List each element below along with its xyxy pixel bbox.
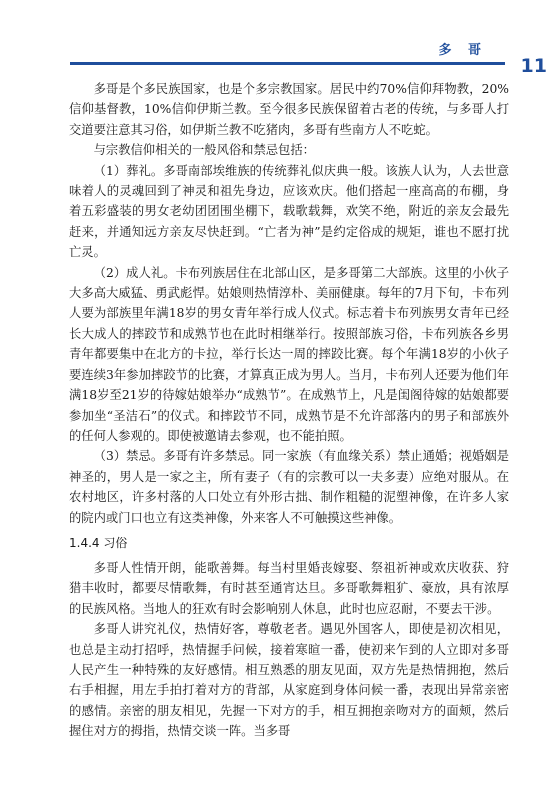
page-number: 11 <box>520 55 547 77</box>
funeral-paragraph: （1）葬礼。多哥南部埃维族的传统葬礼似庆典一般。该族人认为，人去世意味着人的灵魂回到了神灵和祖先身边，应该欢庆。他们搭起一座高高的布棚，身着五彩盛装的男女老幼团团围坐棚下，载歌载舞，欢笑不绝，附近的亲友会最先赶来，并通知远方亲友尽快赶到。“亡者为神”是约定俗成的规矩，谁也不愿打扰亡灵。 <box>69 163 509 260</box>
temperament-paragraph: 多哥人性情开朗，能歌善舞。每当村里婚丧嫁娶、祭祖祈神或欢庆收获、狩猎丰收时，都要尽情歌舞，有时甚至通宵达旦。多哥歌舞粗犷、豪放，具有浓厚的民族风格。当地人的狂欢有时会影响别人休息，此时也应忍耐，不要去干涉。 <box>69 560 509 616</box>
section-heading: 1.4.4 习俗 <box>69 535 128 550</box>
customs-intro-paragraph: 与宗教信仰相关的一般风俗和禁忌包括： <box>93 143 315 158</box>
etiquette-paragraph: 多哥人讲究礼仪，热情好客，尊敬老者。遇见外国客人，即使是初次相见，也总是主动打招呼，热情握手问候，接着寒暄一番，使初来乍到的人立即对多哥人民产生一种特殊的友好感情。相互熟悉的朋友见面，双方先是热情拥抱，然后右手相握，用左手拍打着对方的背部，从家庭到身体问候一番，表现出异常亲密的感情。亲密的朋友相见，先握一下对方的手，相互拥抱亲吻对方的面颊，然后握住对方的拇指，热情交谈一阵。当多哥 <box>69 622 509 739</box>
page-header <box>0 0 559 77</box>
page-body <box>69 79 509 742</box>
taboos-paragraph: （3）禁忌。多哥有许多禁忌。同一家族（有血缘关系）禁止通婚；视婚姻是神圣的，男人是一家之主，所有妻子（有的宗教可以一夫多妻）应绝对服从。在农村地区，许多村落的人口处立有外形古拙、制作粗糙的泥塑神像，在许多人家的院内或门口也立有这类神像，外来客人不可触摸这些神像。 <box>69 449 509 525</box>
coming-of-age-paragraph: （2）成人礼。卡布列族居住在北部山区，是多哥第二大部族。这里的小伙子大多高大威猛、勇武彪悍。姑娘则热情淳朴、美丽健康。每年的7月下旬，卡布列人要为部族里年满18岁的男女青年举行成人仪式。标志着卡布列族男女青年已经长大成人的摔跤节和成熟节也在此时相继举行。按照部族习俗，卡布列族各乡男青年都要集中在北方的卡拉，举行长达一周的摔跤比赛。每个年满18岁的小伙子要连续3年参加摔跤节的比赛，才算真正成为男人。当月，卡布列人还要为他们年满18岁至21岁的待嫁姑娘举办“成熟节”。在成熟节上，凡是闺阁待嫁的姑娘都要参加坐“圣洁石”的仪式。和摔跤节不同，成熟节是不允许部落内的男子和部族外的任何人参观的。即使被邀请去参观，也不能拍照。 <box>69 265 509 443</box>
intro-paragraph: 多哥是个多民族国家，也是个多宗教国家。居民中约70%信仰拜物教，20%信仰基督教，10%信仰伊斯兰教。至今很多民族保留着古老的传统，与多哥人打交道要注意其习俗，如伊斯兰教不吃猪肉，多哥有些南方人不吃蛇。 <box>69 82 509 137</box>
header-rule <box>70 62 505 65</box>
running-title: 多 哥 <box>438 43 487 58</box>
